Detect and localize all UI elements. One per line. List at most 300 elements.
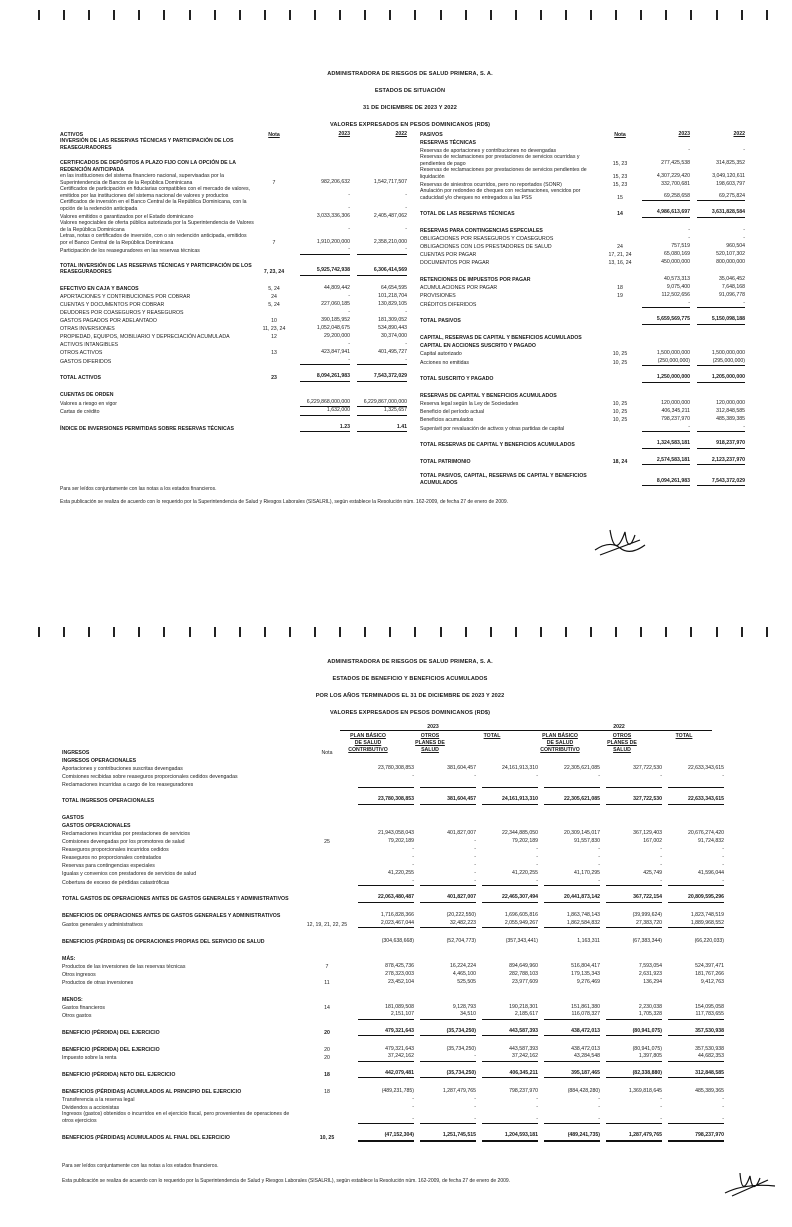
amount: 2,230,038 bbox=[638, 1003, 662, 1010]
table-row bbox=[60, 233, 407, 246]
amount: - bbox=[598, 1095, 600, 1102]
row-label: DOCUMENTOS POR PAGAR bbox=[420, 260, 490, 266]
amount: - bbox=[536, 862, 538, 868]
currency-note: VALORES EXPRESADOS EN PESOS DOMINICANOS (RD$) bbox=[329, 122, 491, 128]
table-row bbox=[420, 334, 745, 342]
punch-mark bbox=[339, 10, 341, 20]
amount: - bbox=[420, 1053, 476, 1062]
amount: 22,305,621,085 bbox=[544, 796, 600, 805]
amount: - bbox=[536, 846, 538, 852]
amount: 2023 bbox=[678, 130, 690, 137]
punch-mark bbox=[264, 10, 266, 20]
amount: - bbox=[536, 1095, 538, 1102]
punch-mark bbox=[515, 10, 517, 20]
note-ref: 17, 21, 24 bbox=[608, 252, 632, 258]
amount: 312,848,585 bbox=[668, 1070, 724, 1079]
amount: 20,309,145,017 bbox=[563, 830, 600, 836]
statement-name: ESTADOS DE BENEFICIO Y BENEFICIOS ACUMULADOS bbox=[332, 676, 488, 682]
amount: - bbox=[642, 300, 690, 309]
amount: 8,094,261,983 bbox=[642, 478, 690, 487]
amount: 1,287,479,765 bbox=[442, 1087, 476, 1094]
row-label: INGRESOS OPERACIONALES bbox=[62, 757, 137, 764]
amount: - bbox=[660, 1095, 662, 1102]
amount: 69,258,658 bbox=[642, 193, 690, 202]
note-ref: 24 bbox=[271, 294, 277, 300]
amount: 401,827,007 bbox=[420, 894, 476, 903]
amount: - bbox=[697, 300, 745, 309]
amount: 357,530,938 bbox=[695, 1045, 724, 1052]
amount: 332,700,681 bbox=[661, 180, 690, 187]
amount: 381,604,457 bbox=[447, 764, 476, 771]
table-row bbox=[420, 180, 745, 188]
table-row bbox=[62, 764, 724, 772]
amount: 442,079,481 bbox=[358, 1070, 414, 1079]
amount: 120,000,000 bbox=[716, 400, 745, 406]
column-header: OTROS PLANES DE SALUD bbox=[607, 733, 637, 753]
punch-mark bbox=[414, 627, 416, 637]
amount: - bbox=[474, 838, 476, 844]
currency-note: VALORES EXPRESADOS EN PESOS DOMINICANOS (RD$) bbox=[329, 710, 491, 716]
amount: 367,722,154 bbox=[606, 894, 662, 903]
amount: 117,783,655 bbox=[668, 1011, 724, 1020]
amount: 20,441,873,142 bbox=[544, 894, 600, 903]
table-row bbox=[420, 342, 745, 350]
table-row bbox=[62, 1053, 724, 1062]
punch-mark bbox=[716, 10, 718, 20]
amount: - bbox=[743, 235, 745, 241]
amount: 37,242,162 bbox=[358, 1053, 414, 1062]
row-label: PROPIEDAD, EQUIPOS, MOBILIARIO Y DEPRECIACIÓN ACUMULADA bbox=[60, 334, 230, 340]
note-ref: 20 bbox=[324, 1029, 330, 1036]
column-header: TOTAL bbox=[483, 733, 501, 739]
amount: 357,530,938 bbox=[668, 1028, 724, 1037]
table-row bbox=[60, 373, 407, 382]
row-label: CRÉDITOS DIFERIDOS bbox=[420, 301, 477, 308]
amount: 1,632,000 bbox=[300, 407, 350, 416]
amount: 2,055,949,267 bbox=[482, 920, 538, 929]
amount: 181,767,266 bbox=[695, 970, 724, 977]
row-label: Igualas y convenios con prestadores de servicios de salud bbox=[62, 871, 197, 877]
row-label: Valores a riesgo en vigor bbox=[60, 400, 117, 407]
amount: 2,405,487,062 bbox=[373, 212, 407, 219]
amount: 1,889,968,552 bbox=[668, 920, 724, 929]
amount: (39,999,624) bbox=[632, 912, 662, 918]
table-row bbox=[60, 391, 407, 399]
note-ref: 12, 19, 21, 22, 25 bbox=[306, 921, 348, 928]
punch-mark bbox=[490, 627, 492, 637]
punch-mark bbox=[264, 627, 266, 637]
note-ref: 10, 25 bbox=[612, 351, 628, 357]
punch-mark bbox=[364, 10, 366, 20]
row-label: CAPITAL, RESERVAS DE CAPITAL Y BENEFICIOS ACUMULADOS bbox=[420, 335, 582, 341]
amount bbox=[358, 821, 414, 822]
row-label: TOTAL PASIVOS bbox=[420, 318, 461, 324]
amount: (489,241,735) bbox=[544, 1132, 600, 1142]
liabilities-table bbox=[420, 130, 745, 486]
amount: 9,075,400 bbox=[666, 284, 690, 290]
row-label: ACTIVOS INTANGIBLES bbox=[60, 342, 119, 348]
amount: 3,033,336,306 bbox=[316, 212, 350, 219]
amount: 878,425,736 bbox=[385, 962, 414, 969]
amount: 798,237,970 bbox=[509, 1087, 538, 1094]
table-row bbox=[62, 1087, 724, 1095]
amount: - bbox=[300, 246, 350, 255]
punch-mark bbox=[163, 10, 165, 20]
row-label: BENEFICIOS (PÉRDIDAS) ACUMULADOS AL PRINCIPIO DEL EJERCICIO bbox=[62, 1088, 242, 1095]
table-row bbox=[420, 292, 745, 300]
amount: 1,397,805 bbox=[606, 1053, 662, 1062]
row-label: Capital autorizado bbox=[420, 351, 462, 357]
punch-mark bbox=[615, 10, 617, 20]
row-label: TOTAL GASTOS DE OPERACIONES ANTES DE GASTOS GENERALES Y ADMINISTRATIVOS bbox=[62, 896, 289, 902]
table-row bbox=[420, 251, 745, 259]
amount: (52,704,773) bbox=[446, 937, 476, 944]
table-row bbox=[62, 796, 724, 805]
amount: 2,358,210,000 bbox=[373, 238, 407, 245]
amount: - bbox=[668, 878, 724, 887]
row-label: MENOS: bbox=[62, 996, 83, 1003]
company-name: ADMINISTRADORA DE RIESGOS DE SALUD PRIMERA, S. A. bbox=[327, 659, 493, 665]
row-label: Reservas para contingencias especiales bbox=[62, 863, 155, 869]
table-row bbox=[420, 392, 745, 400]
amount: 4,465,100 bbox=[452, 970, 476, 977]
amount: - bbox=[420, 878, 476, 887]
amount: 4,307,229,420 bbox=[656, 172, 690, 179]
amount: 960,504 bbox=[726, 243, 745, 249]
scan-punch-marks-top bbox=[38, 10, 768, 22]
punch-mark bbox=[515, 627, 517, 637]
amount: 34,510 bbox=[420, 1011, 476, 1020]
amount: - bbox=[688, 227, 690, 233]
amount: 1,910,200,000 bbox=[316, 238, 350, 245]
note-ref: 7 bbox=[272, 179, 276, 186]
year-label: 2022 bbox=[526, 724, 712, 731]
amount: (80,941,075) bbox=[606, 1028, 662, 1037]
row-label: CUENTAS DE ORDEN bbox=[60, 392, 114, 398]
amount: 2,185,617 bbox=[482, 1011, 538, 1020]
note-ref: 12 bbox=[271, 334, 277, 340]
table-row bbox=[420, 400, 745, 408]
table-row bbox=[62, 870, 724, 878]
amount: - bbox=[357, 357, 407, 366]
row-label: Productos de las inversiones de las reservas técnicas bbox=[62, 963, 186, 970]
row-label: TOTAL RESERVAS DE CAPITAL Y BENEFICIOS ACUMULADOS bbox=[420, 442, 575, 448]
amount bbox=[697, 341, 745, 342]
note-ref: 20 bbox=[324, 1046, 330, 1053]
amount: 44,682,353 bbox=[668, 1053, 724, 1062]
row-label: Valores negociables de oferta pública autorizada por la Superintendencia de Valores de la República Dominicana bbox=[60, 220, 254, 233]
amount: 443,587,393 bbox=[482, 1028, 538, 1037]
amount bbox=[300, 172, 350, 173]
amount: 327,722,530 bbox=[606, 796, 662, 805]
amount: 798,237,970 bbox=[668, 1132, 724, 1142]
amount: 1.23 bbox=[300, 424, 350, 433]
amount: - bbox=[412, 854, 414, 860]
row-label: PROVISIONES bbox=[420, 293, 456, 299]
amount: 20,676,274,420 bbox=[687, 830, 724, 836]
punch-mark bbox=[138, 627, 140, 637]
statement-name: ESTADOS DE SITUACIÓN bbox=[374, 88, 446, 94]
amount bbox=[420, 821, 476, 822]
assets-table bbox=[60, 130, 407, 432]
amount: 16,224,224 bbox=[450, 962, 476, 969]
table-row bbox=[62, 912, 724, 920]
amount: - bbox=[598, 862, 600, 868]
note-ref: 18 bbox=[617, 285, 623, 291]
amount: - bbox=[357, 246, 407, 255]
note-ref: 18 bbox=[324, 1071, 330, 1078]
amount: 9,128,793 bbox=[452, 1003, 476, 1010]
amount: 190,218,301 bbox=[509, 1003, 538, 1010]
row-label: EFECTIVO EN CAJA Y BANCOS bbox=[60, 286, 139, 292]
punch-mark bbox=[741, 10, 743, 20]
amount: - bbox=[544, 878, 600, 887]
table-row bbox=[420, 300, 745, 309]
punch-mark bbox=[414, 10, 416, 20]
row-label: INVERSIÓN DE LAS RESERVAS TÉCNICAS Y PARTICIPACIÓN DE LOS REASEGURADORES bbox=[60, 138, 234, 151]
amount: 22,465,307,494 bbox=[482, 894, 538, 903]
amount: - bbox=[412, 1095, 414, 1102]
note-ref: 10, 25 bbox=[612, 417, 628, 423]
amount: 7,543,372,029 bbox=[697, 478, 745, 487]
table-row bbox=[62, 1011, 724, 1020]
amount bbox=[668, 755, 724, 756]
amount bbox=[357, 172, 407, 173]
punch-mark bbox=[565, 627, 567, 637]
row-label: Reclamaciones incurridas por prestaciones de servicios bbox=[62, 831, 191, 837]
row-label: TOTAL PATRIMONIO bbox=[420, 458, 471, 465]
punch-mark bbox=[565, 10, 567, 20]
amount: - bbox=[474, 862, 476, 868]
row-label: MÁS: bbox=[62, 955, 76, 962]
amount: (35,734,250) bbox=[420, 1028, 476, 1037]
table-row bbox=[420, 284, 745, 292]
punch-mark bbox=[690, 627, 692, 637]
row-label: Superávit por revaluación de activos y otras partidas de capital bbox=[420, 425, 565, 432]
amount bbox=[482, 821, 538, 822]
amount: 525,505 bbox=[457, 978, 476, 985]
amount: - bbox=[348, 341, 350, 347]
amount: - bbox=[474, 870, 476, 876]
amount: 22,344,885,050 bbox=[501, 830, 538, 836]
table-row bbox=[62, 970, 724, 978]
amount: 2,631,923 bbox=[638, 970, 662, 977]
row-label: GASTOS bbox=[62, 815, 84, 821]
amount: - bbox=[412, 1103, 414, 1110]
amount: (20,222,550) bbox=[446, 912, 476, 918]
table-row bbox=[62, 830, 724, 838]
amount: 1,324,583,181 bbox=[642, 440, 690, 449]
row-label: Participación de los reaseguradores en las reservas técnicas bbox=[60, 248, 200, 254]
table-row bbox=[60, 317, 407, 325]
note-ref: 7 bbox=[325, 963, 329, 970]
amount: 44,809,442 bbox=[324, 285, 350, 291]
row-label: Ingresos (gastos) obtenidos o incurridos en el ejercicio fiscal, pero provenientes de operaciones de otros ejercicios bbox=[62, 1111, 290, 1124]
amount: 27,383,720 bbox=[606, 920, 662, 929]
amount bbox=[420, 755, 476, 756]
signature-bottom bbox=[720, 1168, 780, 1203]
amount: 65,080,169 bbox=[664, 251, 690, 257]
amount: (66,220,033) bbox=[694, 937, 724, 944]
amount: 41,220,255 bbox=[388, 870, 414, 876]
amount: - bbox=[688, 146, 690, 153]
amount: - bbox=[412, 846, 414, 852]
table-row bbox=[420, 227, 745, 235]
punch-mark bbox=[289, 10, 291, 20]
amount: 64,654,595 bbox=[381, 285, 407, 291]
amount: - bbox=[474, 1103, 476, 1110]
amount: (357,343,441) bbox=[505, 937, 538, 944]
amount: 23,977,609 bbox=[512, 978, 538, 985]
note-ref: 10, 25 bbox=[612, 359, 628, 366]
amount: - bbox=[474, 846, 476, 852]
punch-mark bbox=[440, 627, 442, 637]
table-row bbox=[60, 173, 407, 186]
amount: 381,604,457 bbox=[420, 796, 476, 805]
row-label: Otros gastos bbox=[62, 1013, 92, 1019]
amount: 367,129,403 bbox=[633, 830, 662, 836]
amount: 32,482,223 bbox=[420, 920, 476, 929]
note-ref: 24 bbox=[617, 244, 623, 250]
amount: 41,170,295 bbox=[574, 870, 600, 876]
row-label: TOTAL INVERSIÓN DE LAS RESERVAS TÉCNICAS Y PARTICIPACIÓN DE LOS REASEGURADORES bbox=[60, 262, 252, 275]
amount: 524,397,471 bbox=[695, 962, 724, 969]
amount: 406,345,211 bbox=[482, 1070, 538, 1079]
row-label: Letras, notas o certificados de inversión, con o sin redención anticipada, emitidos por el Banco Central de la República Dominicana bbox=[60, 233, 247, 246]
amount: 181,309,052 bbox=[378, 317, 407, 323]
note-ref: 7 bbox=[272, 239, 276, 246]
note-ref: 5, 24 bbox=[268, 302, 280, 308]
row-label: Beneficios acumulados bbox=[420, 417, 474, 423]
punch-mark bbox=[88, 10, 90, 20]
row-label: APORTACIONES Y CONTRIBUCIONES POR COBRAR bbox=[60, 294, 191, 300]
table-row bbox=[420, 209, 745, 218]
row-label: Cobertura de exceso de pérdidas catastróficas bbox=[62, 879, 170, 886]
amount: 4,986,613,697 bbox=[642, 209, 690, 218]
row-label: Comisiones devengadas por los promotores de salud bbox=[62, 839, 185, 845]
table-row bbox=[60, 138, 407, 151]
punch-mark bbox=[138, 10, 140, 20]
table-header bbox=[420, 130, 745, 138]
table-row bbox=[60, 399, 407, 408]
table-row bbox=[420, 457, 745, 466]
amount: 443,587,393 bbox=[509, 1045, 538, 1052]
amount: 2022 bbox=[395, 130, 407, 137]
table-row bbox=[62, 756, 724, 764]
table-row bbox=[60, 407, 407, 416]
amount: 2023 bbox=[338, 130, 350, 137]
amount: 8,094,261,983 bbox=[300, 373, 350, 382]
row-label: ACUMULACIONES POR PAGAR bbox=[420, 285, 498, 291]
row-label: Certificados de participación en fiduciarias compatibles con el mercado de valores, emitidos por las instituciones del sistema nacional de valores y productos bbox=[60, 186, 251, 199]
table-row bbox=[60, 325, 407, 333]
amount: - bbox=[420, 1116, 476, 1125]
amount: - bbox=[348, 309, 350, 315]
table-row bbox=[60, 341, 407, 349]
row-label: Reservas de siniestros ocurridos, pero no reportados (SONR) bbox=[420, 181, 562, 188]
table-row bbox=[62, 1070, 724, 1079]
amount: - bbox=[405, 191, 407, 198]
punch-mark bbox=[389, 627, 391, 637]
amount: (884,428,280) bbox=[567, 1087, 600, 1094]
table-row bbox=[60, 285, 407, 293]
table-row bbox=[62, 772, 724, 780]
punch-mark bbox=[239, 10, 241, 20]
row-label: Reservas de reclamaciones por prestaciones de servicios ocurridas y pendientes de pago bbox=[420, 154, 580, 167]
row-label: Reserva legal según la Ley de Sociedades bbox=[420, 401, 519, 407]
amount bbox=[420, 786, 476, 788]
amount: 327,722,530 bbox=[633, 764, 662, 771]
amount: - bbox=[660, 846, 662, 852]
amount: 24,161,913,310 bbox=[482, 796, 538, 805]
amount: 798,237,970 bbox=[661, 416, 690, 422]
amount: - bbox=[598, 854, 600, 860]
amount: - bbox=[722, 772, 724, 779]
amount: 395,187,465 bbox=[544, 1070, 600, 1079]
table-row bbox=[62, 1103, 724, 1111]
note-ref: Nota bbox=[614, 131, 626, 138]
row-label: GASTOS PAGADOS POR ADELANTADO bbox=[60, 318, 157, 324]
amount: - bbox=[598, 846, 600, 852]
table-row bbox=[60, 357, 407, 366]
column-header: OTROS PLANES DE SALUD bbox=[415, 733, 445, 753]
table-row bbox=[62, 962, 724, 970]
amount: 1,204,593,181 bbox=[482, 1132, 538, 1142]
punch-mark bbox=[38, 627, 40, 637]
table-row bbox=[60, 424, 407, 433]
amount: 1,163,311 bbox=[577, 937, 600, 944]
row-label: Otros ingresos bbox=[62, 971, 96, 978]
table-row bbox=[62, 822, 724, 830]
table-row bbox=[420, 259, 745, 267]
amount bbox=[544, 786, 600, 788]
amount: - bbox=[412, 862, 414, 868]
table-row bbox=[60, 186, 407, 199]
amount bbox=[606, 755, 662, 756]
note-ref: 7, 23, 24 bbox=[263, 269, 285, 275]
amount: - bbox=[536, 1103, 538, 1110]
amount: 534,890,443 bbox=[378, 325, 407, 331]
amount: - bbox=[722, 846, 724, 852]
row-label: Dividendos a accionistas bbox=[62, 1104, 120, 1111]
table-row bbox=[60, 301, 407, 309]
row-label: DEUDORES POR COASEGUROS Y REASEGUROS bbox=[60, 310, 184, 316]
note-ref: Nota bbox=[321, 749, 333, 756]
row-label: TOTAL PASIVOS, CAPITAL, RESERVAS DE CAPITAL Y BENEFICIOS ACUMULADOS bbox=[420, 473, 587, 486]
table-row bbox=[420, 188, 745, 201]
amount: - bbox=[412, 772, 414, 779]
punch-mark bbox=[590, 627, 592, 637]
punch-mark bbox=[716, 627, 718, 637]
table-row bbox=[62, 878, 724, 887]
amount: (67,383,344) bbox=[632, 937, 662, 944]
note-ref: 13, 16, 24 bbox=[608, 260, 632, 266]
note-ref: 15 bbox=[617, 194, 623, 201]
column-header: TOTAL bbox=[675, 733, 693, 739]
note-ref: 11 bbox=[324, 979, 330, 986]
amount: 130,829,105 bbox=[378, 301, 407, 307]
amount: - bbox=[300, 357, 350, 366]
table-row bbox=[62, 920, 724, 929]
punch-mark bbox=[189, 10, 191, 20]
amount: 1,325,657 bbox=[357, 407, 407, 416]
row-label: CAPITAL EN ACCIONES SUSCRITO Y PAGADO bbox=[420, 343, 536, 349]
table-row bbox=[60, 220, 407, 233]
amount: 120,000,000 bbox=[661, 400, 690, 406]
amount: 438,472,013 bbox=[571, 1045, 600, 1052]
note-ref: 5, 24 bbox=[268, 286, 280, 292]
punch-mark bbox=[214, 627, 216, 637]
